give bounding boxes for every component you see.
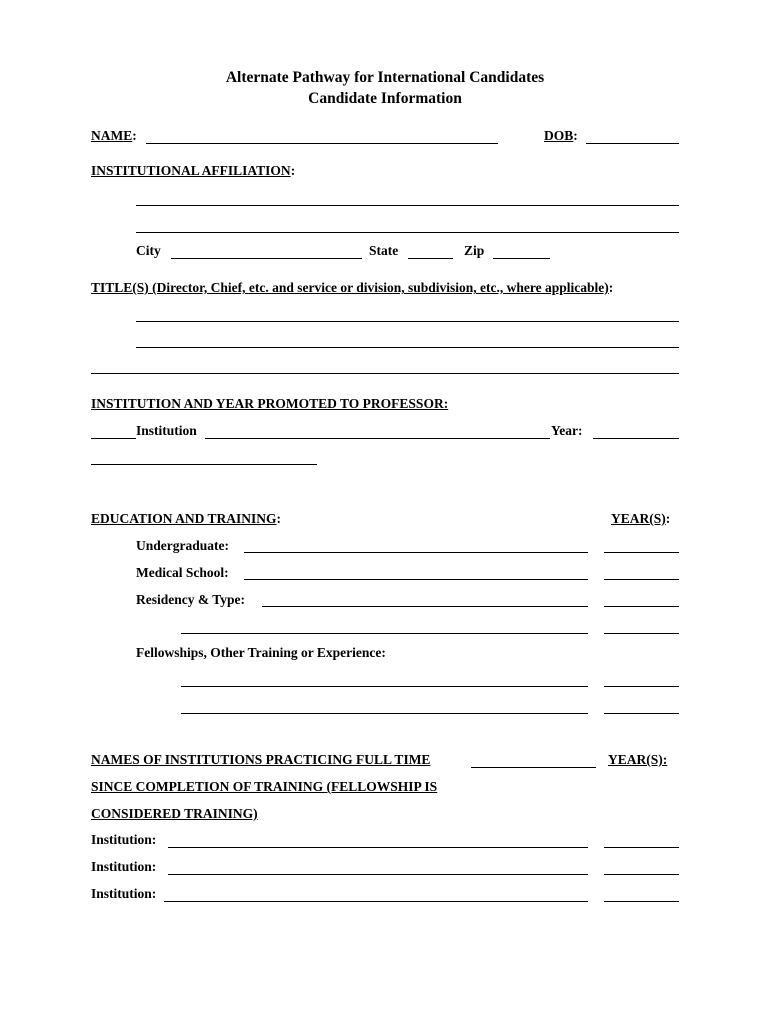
fellowship-field-2[interactable] — [181, 713, 588, 714]
practice-years-heading: YEAR(S): — [608, 752, 668, 767]
state-label: State — [369, 243, 399, 258]
practice-institution-label-1: Institution: — [91, 832, 157, 847]
practice-institution-field-2[interactable] — [168, 874, 588, 875]
practice-heading-line-1: NAMES OF INSTITUTIONS PRACTICING FULL TIME — [91, 752, 431, 767]
residency-label: Residency & Type: — [136, 592, 245, 607]
promotion-year-label: Year: — [551, 423, 583, 438]
city-label: City — [136, 243, 161, 258]
city-field[interactable] — [171, 258, 362, 259]
undergraduate-field[interactable] — [244, 552, 588, 553]
affiliation-line-1[interactable] — [136, 205, 679, 206]
practice-year-field-2[interactable] — [604, 874, 679, 875]
education-years-heading: YEAR(S): — [611, 511, 671, 526]
practice-year-field-3[interactable] — [604, 901, 679, 902]
residency-year-field[interactable] — [604, 606, 679, 607]
promotion-extra-line[interactable] — [91, 464, 317, 465]
practice-institution-field-1[interactable] — [168, 847, 588, 848]
medical-school-field[interactable] — [244, 579, 588, 580]
residency-extra-year-field[interactable] — [604, 633, 679, 634]
residency-extra-field[interactable] — [181, 633, 588, 634]
undergraduate-year-field[interactable] — [604, 552, 679, 553]
promotion-institution-field[interactable] — [205, 438, 550, 439]
titles-line-1[interactable] — [136, 321, 679, 322]
fellowship-year-field-1[interactable] — [604, 686, 679, 687]
institution-lead-line — [91, 438, 136, 439]
practice-heading-line-3: CONSIDERED TRAINING) — [91, 806, 258, 821]
education-heading: EDUCATION AND TRAINING: — [91, 511, 282, 526]
promotion-heading: INSTITUTION AND YEAR PROMOTED TO PROFESSOR: — [91, 396, 449, 411]
practice-heading-underline — [471, 767, 596, 768]
promotion-institution-label: Institution — [136, 423, 197, 438]
titles-heading: TITLE(S) (Director, Chief, etc. and service or division, subdivision, etc., where applicable): — [91, 280, 614, 295]
practice-year-field-1[interactable] — [604, 847, 679, 848]
dob-field[interactable] — [586, 143, 679, 144]
fellowship-year-field-2[interactable] — [604, 713, 679, 714]
state-field[interactable] — [408, 258, 453, 259]
name-field[interactable] — [146, 143, 498, 144]
zip-field[interactable] — [493, 258, 550, 259]
fellowships-label: Fellowships, Other Training or Experience: — [136, 645, 386, 660]
titles-line-2[interactable] — [136, 347, 679, 348]
promotion-year-field[interactable] — [593, 438, 679, 439]
practice-institution-field-3[interactable] — [164, 901, 588, 902]
titles-line-3[interactable] — [91, 373, 679, 374]
zip-label: Zip — [464, 243, 485, 258]
practice-institution-label-2: Institution: — [91, 859, 157, 874]
form-title: Alternate Pathway for International Candidates — [225, 69, 545, 86]
affiliation-line-2[interactable] — [136, 232, 679, 233]
practice-institution-label-3: Institution: — [91, 886, 157, 901]
institutional-affiliation-heading: INSTITUTIONAL AFFILIATION: — [91, 163, 296, 178]
residency-field[interactable] — [262, 606, 588, 607]
practice-heading-line-2: SINCE COMPLETION OF TRAINING (FELLOWSHIP IS — [91, 779, 438, 794]
form-subtitle: Candidate Information — [308, 90, 462, 107]
fellowship-field-1[interactable] — [181, 686, 588, 687]
dob-label: DOB: — [544, 128, 578, 143]
medical-school-label: Medical School: — [136, 565, 229, 580]
undergraduate-label: Undergraduate: — [136, 538, 229, 553]
medical-school-year-field[interactable] — [604, 579, 679, 580]
name-label: NAME: — [91, 128, 137, 143]
